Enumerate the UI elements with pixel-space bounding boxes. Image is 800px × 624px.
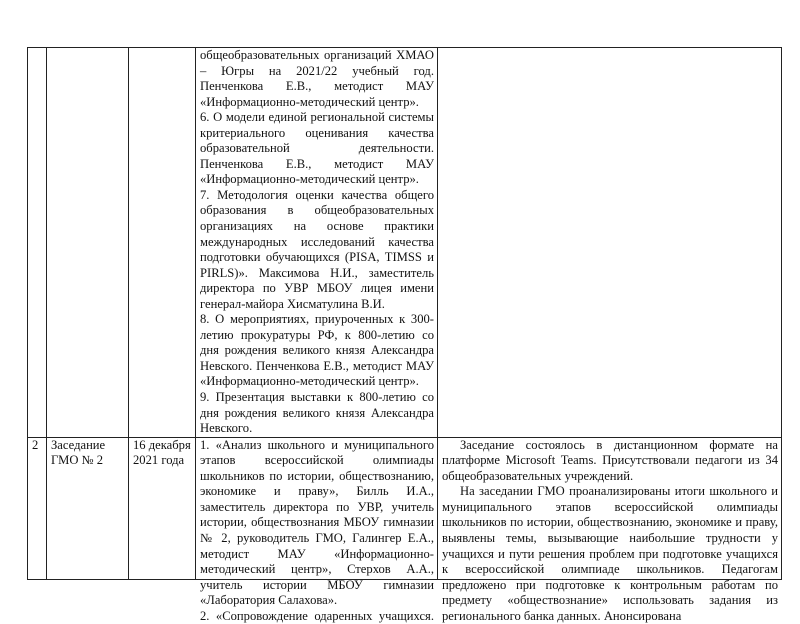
agenda-item: 6. О модели единой региональной системы критериального оценивания качества образовательной деятельности. Пенченкова Е.В., методист МАУ «Информационно-методический центр». [200, 110, 434, 187]
agenda-item: 1. «Анализ школьного и муниципального этапов всероссийской олимпиады школьников по истории, обществознанию, экономике и праву», Билль И.А., заместитель директора по УВР, учитель истории, обществознания МБОУ гимназии № 2, руководитель ГМО, Галингер Е.А., методист МАУ «Информационно-методический центр», Стерхов А.А., учитель истории МБОУ гимназии «Лаборатория Салахова». [200, 437, 434, 608]
report-cell [438, 437, 782, 623]
event-title: Заседание ГМО № 2 [51, 437, 106, 468]
date-cell [129, 48, 196, 438]
meetings-table [27, 47, 782, 623]
row-number-cell [28, 48, 47, 438]
agenda-cell [196, 437, 438, 623]
agenda-item: 9. Презентация выставки к 800-летию со дня рождения великого князя Александра Невского. [200, 390, 434, 436]
agenda-item: 2. «Сопровождение одаренных учащихся. [200, 608, 434, 623]
agenda-item: общеобразовательных организаций ХМАО – Югры на 2021/22 учебный год. Пенченкова Е.В., методист МАУ «Информационно-методический центр». [200, 48, 434, 109]
report-paragraph: На заседании ГМО проанализированы итоги школьного и муниципального этапов всероссийской олимпиады школьников по истории, обществознанию, экономике и праву, выявлены темы, вызывающие наибольшие трудности у учащихся и пути решения проблем при подготовке учащихся к всероссийской олимпиаде школьников. Педагогам предложено при подготовке к контрольным работам по предмету «обществознание» использовать задания из регионального банка данных. Анонсирована [442, 484, 778, 623]
agenda-cell [196, 48, 438, 438]
table-row [28, 437, 782, 579]
report-cell [438, 48, 782, 438]
agenda-item: 8. О мероприятиях, приуроченных к 300-летию прокуратуры РФ, к 800-летию со дня рождения великого князя Александра Невского. Пенченкова Е.В., методист МАУ «Информационно-методический центр». [200, 312, 434, 389]
event-cell [47, 48, 129, 438]
agenda-item: 7. Методология оценки качества общего образования в общеобразовательных организациях на основе практики международных исследований качества подготовки обучающихся (PISA, TIMSS и PIRLS)». Максимова Н.И., заместитель директора по УВР МБОУ лицея имени генерал-майора Хисматулина В.И. [200, 187, 434, 311]
report-paragraph: Заседание состоялось в дистанционном формате на платформе Microsoft Teams. Присутствовали педагоги из 34 общеобразовательных учреждений. [442, 437, 778, 483]
row-number: 2 [32, 437, 39, 452]
event-date: 16 декабря 2021 года [133, 437, 191, 468]
row-number-cell [28, 437, 47, 579]
event-cell [47, 437, 129, 579]
date-cell [129, 437, 196, 579]
table-row [28, 48, 782, 438]
